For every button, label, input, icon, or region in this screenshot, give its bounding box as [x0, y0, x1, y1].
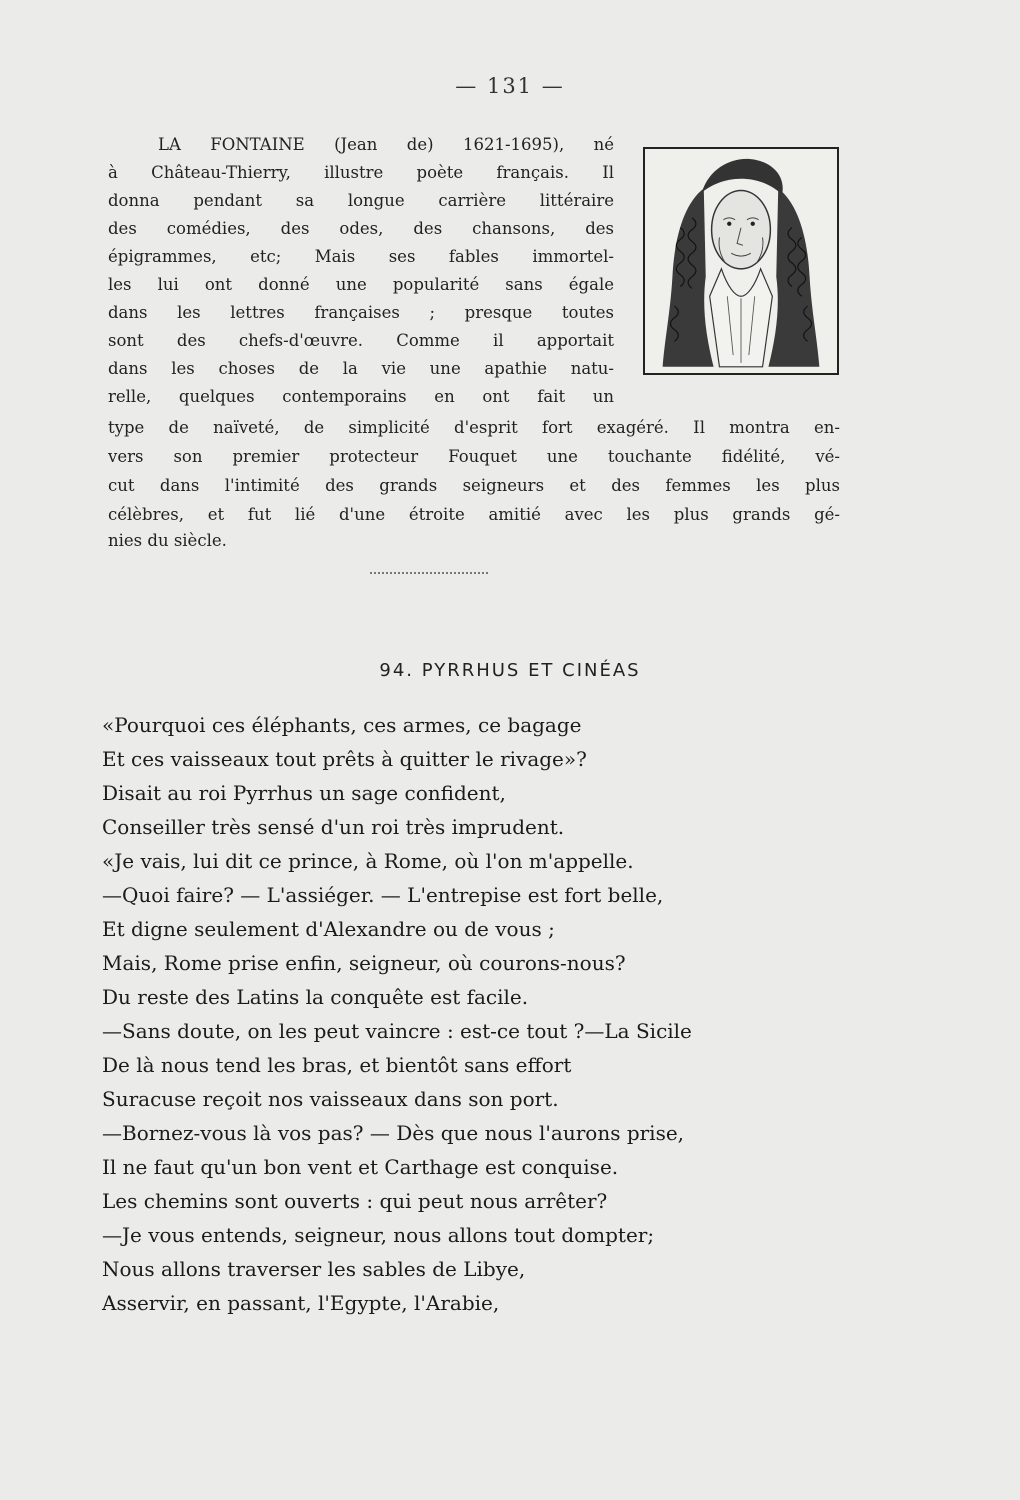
biography-line: nies du siècle.: [108, 531, 227, 550]
biography-line: dans les choses de la vie une apathie natu-: [108, 359, 614, 378]
poem-line: Et digne seulement d'Alexandre ou de vous ;: [102, 917, 555, 941]
biography-line: les lui ont donné une popularité sans égale: [108, 275, 614, 294]
page-number: — 131 —: [455, 74, 565, 98]
poem-line: Suracuse reçoit nos vaisseaux dans son port.: [102, 1087, 559, 1111]
biography-line: des comédies, des odes, des chansons, des: [108, 219, 614, 238]
poem-line: «Je vais, lui dit ce prince, à Rome, où l'on m'appelle.: [102, 849, 634, 873]
biography-line: type de naïveté, de simplicité d'esprit fort exagéré. Il montra en-: [108, 418, 840, 437]
poem-line: —Je vous entends, seigneur, nous allons tout dompter;: [102, 1223, 655, 1247]
biography-line: LA FONTAINE (Jean de) 1621-1695), né: [158, 135, 614, 154]
poem-line: Du reste des Latins la conquête est facile.: [102, 985, 529, 1009]
biography-line: dans les lettres françaises ; presque toutes: [108, 303, 614, 322]
poem-line: Disait au roi Pyrrhus un sage confident,: [102, 781, 506, 805]
poem-line: Et ces vaisseaux tout prêts à quitter le rivage»?: [102, 747, 587, 771]
biography-line: à Château-Thierry, illustre poète français. Il: [108, 163, 614, 182]
poem-line: Il ne faut qu'un bon vent et Carthage est conquise.: [102, 1155, 619, 1179]
biography-line: cut dans l'intimité des grands seigneurs et des femmes les plus: [108, 476, 840, 495]
poem-line: —Sans doute, on les peut vaincre : est-ce tout ?—La Sicile: [102, 1019, 692, 1043]
poem-line: «Pourquoi ces éléphants, ces armes, ce bagage: [102, 713, 582, 737]
poem-line: Asservir, en passant, l'Egypte, l'Arabie,: [102, 1291, 500, 1315]
poem-line: Mais, Rome prise enfin, seigneur, où courons-nous?: [102, 951, 626, 975]
poem-line: Nous allons traverser les sables de Libye,: [102, 1257, 526, 1281]
poem-line: De là nous tend les bras, et bientôt sans effort: [102, 1053, 572, 1077]
portrait-engraving-icon: [645, 149, 837, 373]
biography-line: épigrammes, etc; Mais ses fables immortel-: [108, 247, 614, 266]
biography-line: sont des chefs-d'œuvre. Comme il apportait: [108, 331, 614, 350]
biography-line: relle, quelques contemporains en ont fait un: [108, 387, 614, 406]
biography-line: vers son premier protecteur Fouquet une touchante fidélité, vé-: [108, 447, 840, 466]
la-fontaine-portrait: [643, 147, 839, 375]
section-divider: [370, 572, 488, 574]
poem-line: Conseiller très sensé d'un roi très imprudent.: [102, 815, 565, 839]
poem-line: Les chemins sont ouverts : qui peut nous arrêter?: [102, 1189, 608, 1213]
biography-line: célèbres, et fut lié d'une étroite amitié avec les plus grands gé-: [108, 505, 840, 524]
biography-line: donna pendant sa longue carrière littéraire: [108, 191, 614, 210]
poem-line: —Quoi faire? — L'assiéger. — L'entrepise est fort belle,: [102, 883, 664, 907]
poem-line: —Bornez-vous là vos pas? — Dès que nous l'aurons prise,: [102, 1121, 685, 1145]
poem-title: 94. PYRRHUS ET CINÉAS: [379, 660, 641, 681]
